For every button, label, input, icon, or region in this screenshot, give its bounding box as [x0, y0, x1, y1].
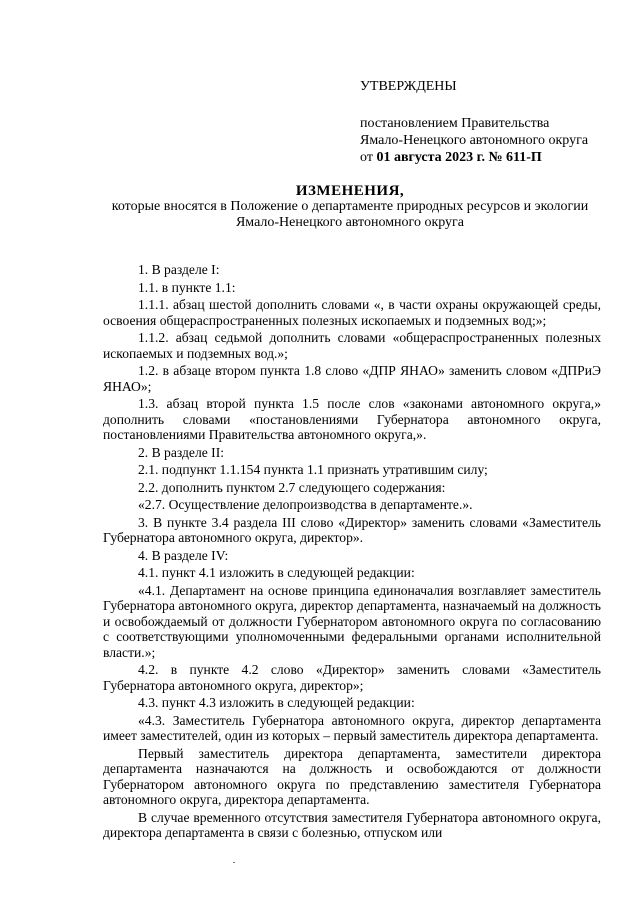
approval-date: 01 августа 2023 г. № 611-П — [376, 150, 542, 165]
paragraph: «2.7. Осуществление делопроизводства в департаменте.». — [138, 497, 473, 512]
document-title — [60, 183, 640, 231]
paragraph: 1.1.1. абзац шестой дополнить словами «, в части охраны окружающей среды, освоения общераспространенных полезных ископаемых и подземных вод;»; — [103, 297, 601, 328]
approval-date-line — [360, 149, 588, 166]
approval-line-2: Ямало-Ненецкого автономного округа — [360, 133, 589, 148]
paragraph: 1. В разделе I: — [138, 262, 220, 277]
paragraph: 2.2. дополнить пунктом 2.7 следующего содержания: — [138, 479, 446, 495]
paragraph: 4. В разделе IV: — [138, 547, 229, 563]
title-sub-2: Ямало-Ненецкого автономного округа — [235, 215, 465, 230]
scan-mark — [233, 862, 235, 863]
paragraph: 2. В разделе II: — [138, 444, 225, 460]
approval-line-1: постановлением Правительства — [360, 116, 550, 131]
paragraph: 1.3. абзац второй пункта 1.5 после слов «законами автономного округа,» дополнить словами «постановлениями Губернатора автономного округа, постановлениями Правительства автономного округа,». — [103, 396, 601, 442]
paragraph: 1.1.2. абзац седьмой дополнить словами «общераспространенных полезных ископаемых и подземных вод.»; — [103, 330, 601, 361]
document-body — [103, 262, 601, 843]
paragraph: Первый заместитель директора департамента, заместители директора департамента назначаются на должность и освобождаются от должности Губернатором автономного округа по представлению заместителя Губернатора автономного округа, директора департамента. — [103, 745, 601, 807]
paragraph: 3. В пункте 3.4 раздела III слово «Директор» заменить словами «Заместитель Губернатора автономного округа, директор». — [103, 514, 601, 545]
paragraph: 1.2. в абзаце втором пункта 1.8 слово «ДПР ЯНАО» заменить словом «ДПРиЭ ЯНАО»; — [103, 363, 601, 394]
paragraph: 4.2. в пункте 4.2 слово «Директор» заменить словами «Заместитель Губернатора автономного округа, директор»; — [103, 662, 601, 693]
paragraph: 1.1. в пункте 1.1: — [138, 279, 236, 295]
title-main: ИЗМЕНЕНИЯ, — [295, 183, 405, 199]
title-sub-1: которые вносятся в Положение о департаменте природных ресурсов и экологии — [111, 199, 589, 214]
paragraph: 2.1. подпункт 1.1.154 пункта 1.1 признать утратившим силу; — [138, 462, 488, 477]
paragraph: 4.1. пункт 4.1 изложить в следующей редакции: — [138, 565, 415, 580]
paragraph: 4.3. пункт 4.3 изложить в следующей редакции: — [138, 695, 415, 710]
approval-heading: УТВЕРЖДЕНЫ — [360, 79, 457, 94]
paragraph: «4.3. Заместитель Губернатора автономного округа, директор департамента имеет заместителей, один из которых – первый заместитель директора департамента. — [103, 712, 601, 743]
approval-date-prefix: от — [360, 150, 377, 165]
paragraph: «4.1. Департамент на основе принципа единоначалия возглавляет заместитель Губернатора автономного округа, директор департамента, назначаемый на должность и освобождаемый от должности Губернатором автономного округа по согласованию с соответствующими уполномоченными федеральными органами исполнительной власти.»; — [103, 582, 601, 660]
paragraph: В случае временного отсутствия заместителя Губернатора автономного округа, директора департамента в связи с болезнью, отпуском или — [103, 809, 601, 840]
approval-block — [360, 78, 588, 166]
